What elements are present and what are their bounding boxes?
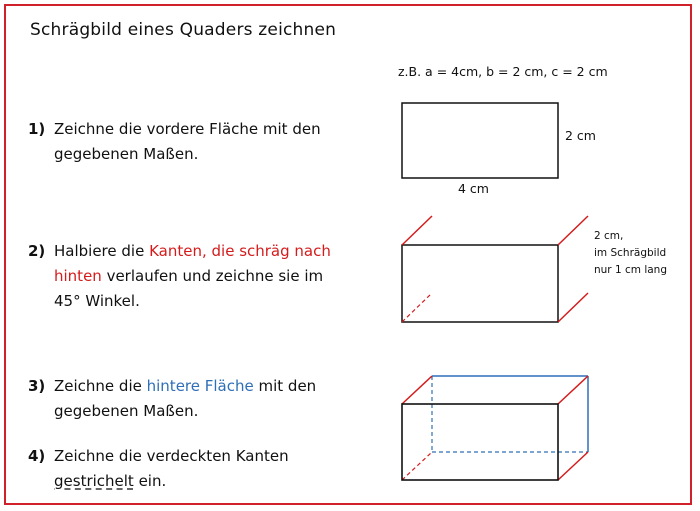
- figure-2-depth-edge-top-left: [402, 216, 432, 245]
- figure-3-depth-edge-top-left: [402, 376, 432, 404]
- step-1-line-1: Zeichne die vordere Fläche mit den: [54, 120, 321, 138]
- figure-3-depth-edge-top-right: [558, 376, 588, 404]
- figure-2-depth-edge-bottom-left-hidden: [402, 293, 432, 322]
- figure-2-depth-edge-top-right: [558, 216, 588, 245]
- step-3-text-2: mit den: [253, 377, 317, 395]
- step-2-text-2: verlaufen und zeichne sie im: [101, 267, 324, 285]
- figure-3-front-face: [402, 404, 558, 480]
- step-4-dashed-word: gestrichelt: [54, 472, 134, 490]
- step-2-text-1: Halbiere die: [54, 242, 150, 260]
- step-4-number: 4): [28, 447, 46, 465]
- step-1-line-2: gegebenen Maßen.: [54, 145, 199, 163]
- figure-3-depth-edge-bottom-left-hidden: [402, 452, 432, 480]
- figure-3-depth-edge-bottom-right: [558, 452, 588, 480]
- step-2-text-3: 45° Winkel.: [54, 292, 140, 310]
- step-3-line-2: gegebenen Maßen.: [54, 402, 199, 420]
- width-label: 4 cm: [458, 181, 489, 196]
- example-dimensions: z.B. a = 4cm, b = 2 cm, c = 2 cm: [398, 64, 608, 79]
- step-2-red-text-2: hinten: [54, 267, 102, 285]
- step-2-number: 2): [28, 242, 46, 260]
- step-1-number: 1): [28, 120, 46, 138]
- page-title: Schrägbild eines Quaders zeichnen: [30, 20, 337, 40]
- step-3-blue-text: hintere Fläche: [146, 377, 254, 395]
- step-3-number: 3): [28, 377, 46, 395]
- figure-2-front-face: [402, 245, 558, 322]
- height-label: 2 cm: [565, 128, 596, 143]
- step-4-line-2-rest: ein.: [133, 472, 167, 490]
- figure-2-depth-edge-bottom-right: [558, 293, 588, 322]
- step-4-line-1: Zeichne die verdeckten Kanten: [54, 447, 289, 465]
- depth-note-line-3: nur 1 cm lang: [594, 264, 667, 276]
- depth-note-line-2: im Schrägbild: [594, 247, 667, 259]
- figure-1-front-face: [402, 103, 558, 178]
- step-3-text-1: Zeichne die: [54, 377, 147, 395]
- step-2-red-text-1: Kanten, die schräg nach: [149, 242, 331, 260]
- depth-note-line-1: 2 cm,: [594, 230, 624, 242]
